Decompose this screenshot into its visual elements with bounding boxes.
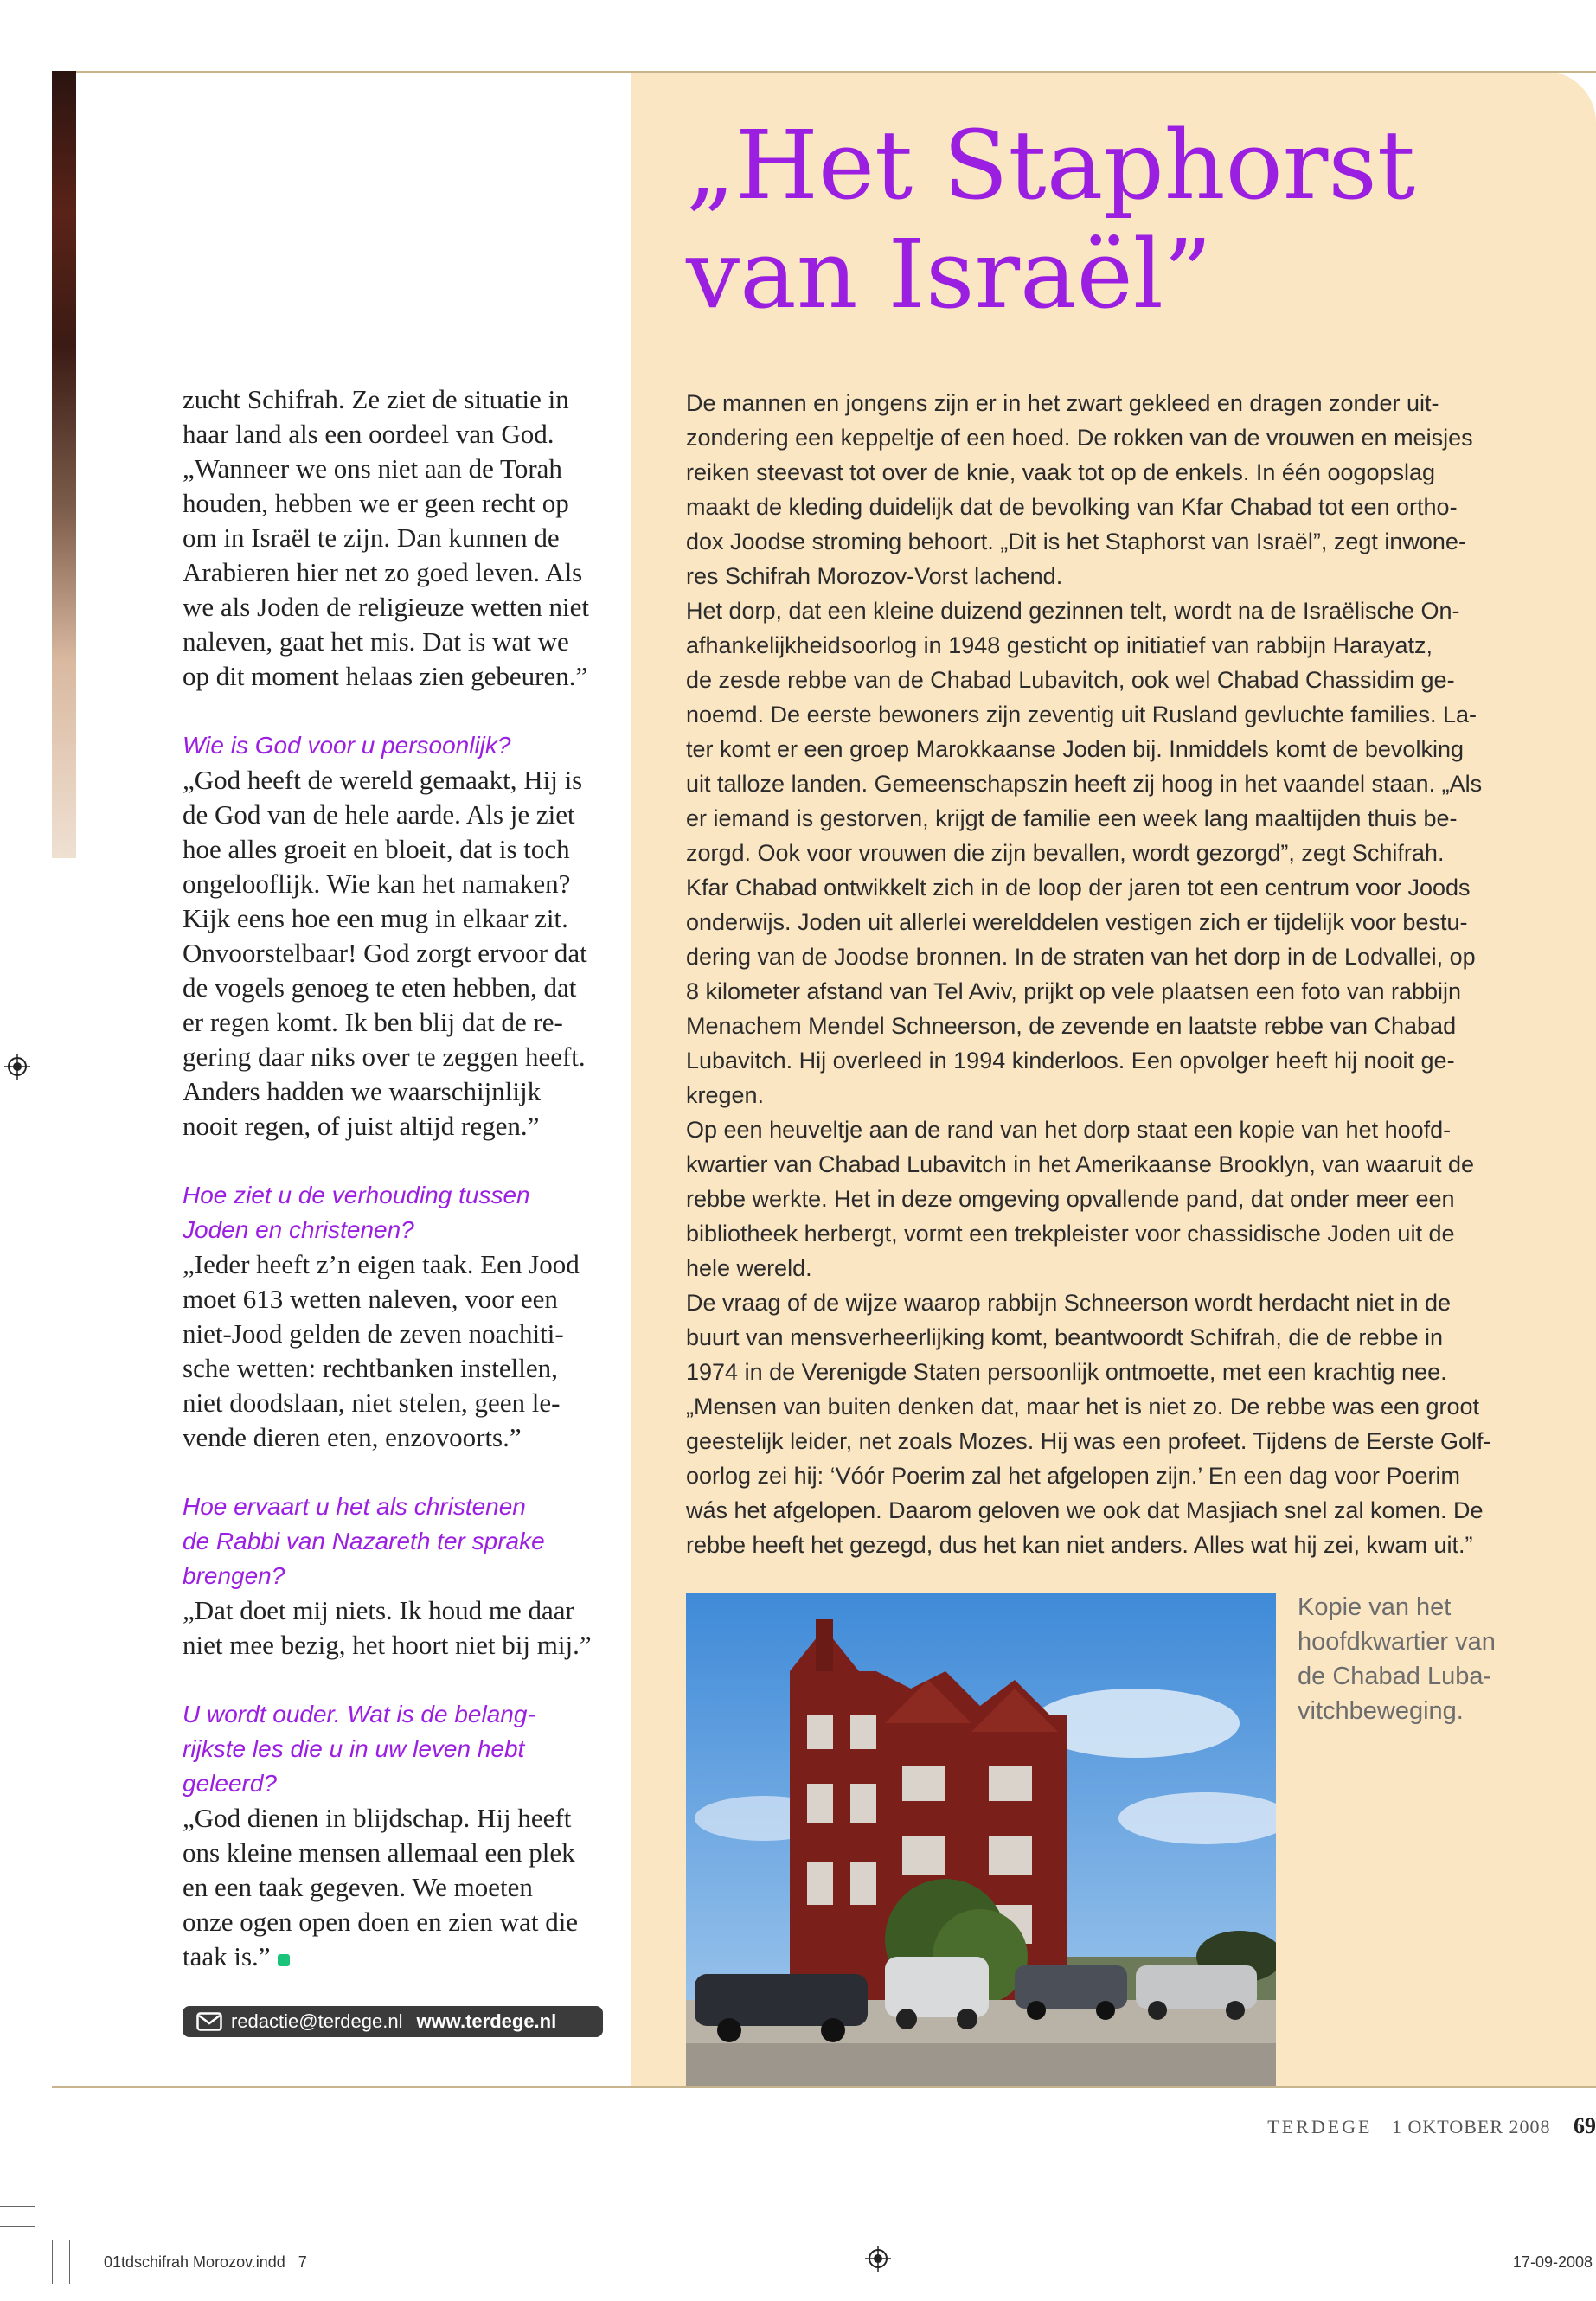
- text-line: hoe alles groeit en bloeit, dat is toch: [183, 834, 570, 864]
- top-rule: [76, 71, 1596, 73]
- text-line: „God heeft de wereld gemaakt, Hij is: [183, 765, 583, 795]
- text-line: Menachem Mendel Schneerson, de zevende en laatste rebbe van Chabad: [686, 1013, 1457, 1039]
- crop-mark: [0, 2206, 35, 2207]
- text-line: niet-Jood gelden de zeven noachiti-: [183, 1318, 564, 1349]
- interview-question: [183, 728, 615, 763]
- text-line: haar land als een oordeel van God.: [183, 419, 554, 449]
- text-line: maakt de kleding duidelijk dat de bevolking van Kfar Chabad tot een ortho-: [686, 494, 1458, 520]
- text-line: De mannen en jongens zijn er in het zwart gekleed en dragen zonder uit-: [686, 390, 1439, 416]
- text-line: wás het afgelopen. Daarom geloven we ook dat Masjiach snel zal komen. De: [686, 1497, 1484, 1523]
- interview-question: [183, 1490, 615, 1593]
- text-line: de zesde rebbe van de Chabad Lubavitch, ook wel Chabad Chassidim ge-: [686, 667, 1455, 693]
- text-line: kwartier van Chabad Lubavitch in het Amerikaanse Brooklyn, van waaruit de: [686, 1151, 1474, 1177]
- text-line: sche wetten: rechtbanken instellen,: [183, 1353, 558, 1383]
- text-line: „Ieder heeft z’n eigen taak. Een Jood: [183, 1249, 580, 1279]
- text-line: oorlog zei hij: ‘Vóór Poerim zal het afgelopen zijn.’ En een dag voor Poerim: [686, 1463, 1460, 1489]
- text-line: de vogels genoeg te eten hebben, dat: [183, 972, 577, 1003]
- caption-line: de Chabad Luba-: [1298, 1663, 1492, 1690]
- text-line: Hoe ziet u de verhouding tussen: [183, 1182, 530, 1208]
- text-line: Het dorp, dat een kleine duizend gezinnen telt, wordt na de Israëlische On-: [686, 598, 1460, 624]
- left-column: [183, 382, 615, 1974]
- text-line: dox Joodse stroming behoort. „Dit is het Staphorst van Israël”, zegt inwone-: [686, 529, 1466, 554]
- text-line: „Dat doet mij niets. Ik houd me daar: [183, 1595, 574, 1625]
- end-mark-icon: [278, 1954, 290, 1966]
- interview-answer: [183, 1247, 615, 1455]
- interview-answer: [183, 1593, 615, 1663]
- text-line: U wordt ouder. Wat is de belang-: [183, 1701, 535, 1727]
- interview-answer: [183, 763, 615, 1144]
- page-number: 69: [1574, 2113, 1596, 2138]
- crop-mark: [0, 2226, 35, 2227]
- text-line: Op een heuveltje aan de rand van het dorp staat een kopie van het hoofd-: [686, 1117, 1452, 1143]
- contact-website-link[interactable]: www.terdege.nl: [416, 2010, 557, 2032]
- interview-question: [183, 1697, 615, 1801]
- text-line: „God dienen in blijdschap. Hij heeft: [183, 1803, 572, 1833]
- text-line: reiken steevast tot over de knie, vaak tot op de enkels. In één oogopslag: [686, 459, 1436, 485]
- text-line: ongelooflijk. Wie kan het namaken?: [183, 868, 571, 899]
- photo-caption: [1298, 1590, 1557, 1728]
- crop-mark: [69, 2240, 70, 2284]
- interview-answer: [183, 382, 615, 694]
- text-line: „Mensen van buiten denken dat, maar het is niet zo. De rebbe was een groot: [686, 1394, 1480, 1420]
- text-line: Arabieren hier net zo goed leven. Als: [183, 557, 583, 587]
- text-line: taak is.”: [183, 1941, 271, 1971]
- text-line: brengen?: [183, 1562, 285, 1589]
- text-line: er regen komt. Ik ben blij dat de re-: [183, 1007, 563, 1037]
- mail-icon: [196, 2012, 222, 2031]
- text-line: Wie is God voor u persoonlijk?: [183, 732, 511, 759]
- right-column: [686, 386, 1551, 1562]
- caption-line: vitchbeweging.: [1298, 1697, 1464, 1725]
- text-line: buurt van mensverheerlijking komt, beantwoordt Schifrah, die de rebbe in: [686, 1324, 1443, 1350]
- article-title: [686, 111, 1551, 329]
- magazine-name: TERDEGE: [1267, 2116, 1373, 2138]
- text-line: onderwijs. Joden uit allerlei werelddelen vestigen zich er tijdelijk voor bestu-: [686, 909, 1468, 935]
- text-line: Hoe ervaart u het als christenen: [183, 1493, 526, 1520]
- text-line: naleven, gaat het mis. Dat is wat we: [183, 626, 569, 657]
- text-line: zorgd. Ook voor vrouwen die zijn bevallen, wordt gezorgd”, zegt Schifrah.: [686, 840, 1445, 866]
- text-line: Kfar Chabad ontwikkelt zich in de loop der jaren tot een centrum voor Joods: [686, 875, 1471, 901]
- text-line: Anders hadden we waarschijnlijk: [183, 1076, 542, 1106]
- text-line: Joden en christenen?: [183, 1216, 414, 1243]
- text-line: nooit regen, of juist altijd regen.”: [183, 1111, 540, 1141]
- text-line: niet doodslaan, niet stelen, geen le-: [183, 1388, 561, 1418]
- slug-filename: 01tdschifrah Morozov.indd 7: [104, 2253, 307, 2271]
- slug-date: 17-09-2008: [1512, 2253, 1593, 2271]
- text-line: zondering een keppeltje of een hoed. De rokken van de vrouwen en meisjes: [686, 425, 1473, 451]
- text-line: bibliotheek herbergt, vormt een trekpleister voor chassidische Joden uit de: [686, 1221, 1455, 1247]
- text-line: Onvoorstelbaar! God zorgt ervoor dat: [183, 938, 587, 968]
- text-line: moet 613 wetten naleven, voor een: [183, 1284, 558, 1314]
- text-line: kregen.: [686, 1082, 765, 1108]
- contact-bar: [183, 2006, 603, 2037]
- caption-line: Kopie van het: [1298, 1593, 1452, 1621]
- text-line: geestelijk leider, net zoals Mozes. Hij was een profeet. Tijdens de Eerste Golf-: [686, 1428, 1491, 1454]
- text-line: op dit moment helaas zien gebeuren.”: [183, 661, 588, 691]
- text-line: ons kleine mensen allemaal een plek: [183, 1837, 575, 1868]
- title-line-1: „Het Staphorst: [686, 110, 1416, 221]
- text-line: 1974 in de Verenigde Staten persoonlijk ontmoette, met een krachtig nee.: [686, 1359, 1447, 1385]
- text-line: geleerd?: [183, 1770, 277, 1797]
- text-line: vende dieren eten, enzovoorts.”: [183, 1422, 522, 1452]
- interview-question: [183, 1178, 615, 1247]
- text-line: we als Joden de religieuze wetten niet: [183, 592, 589, 622]
- right-body-text: [686, 386, 1551, 1562]
- interview-answer: [183, 1801, 615, 1974]
- text-line: 8 kilometer afstand van Tel Aviv, prijkt op vele plaatsen een foto van rabbijn: [686, 978, 1462, 1004]
- caption-line: hoofdkwartier van: [1298, 1628, 1496, 1656]
- text-line: noemd. De eerste bewoners zijn zeventig uit Rusland gevluchte families. La-: [686, 702, 1477, 727]
- text-line: er iemand is gestorven, krijgt de familie een week lang maaltijden thuis be-: [686, 805, 1458, 831]
- text-line: hele wereld.: [686, 1255, 812, 1281]
- registration-mark-icon: [865, 2246, 891, 2272]
- text-line: zucht Schifrah. Ze ziet de situatie in: [183, 384, 569, 414]
- text-line: rebbe heeft het gezegd, dus het kan niet anders. Alles wat hij zei, kwam uit.”: [686, 1532, 1473, 1558]
- crop-mark: [52, 2240, 53, 2284]
- text-line: rijkste les die u in uw leven hebt: [183, 1735, 525, 1762]
- title-line-2: van Israël”: [686, 219, 1213, 330]
- text-line: rebbe werkte. Het in deze omgeving opvallende pand, dat onder meer een: [686, 1186, 1455, 1212]
- text-line: gering daar niks over te zeggen heeft.: [183, 1042, 586, 1072]
- text-line: houden, hebben we er geen recht op: [183, 488, 569, 518]
- text-line: dering van de Joodse bronnen. In de straten van het dorp in de Lodvallei, op: [686, 944, 1476, 970]
- registration-mark-icon: [4, 1054, 30, 1080]
- text-line: de Rabbi van Nazareth ter sprake: [183, 1528, 545, 1554]
- text-line: De vraag of de wijze waarop rabbijn Schneerson wordt herdacht niet in de: [686, 1290, 1452, 1316]
- bottom-rule: [52, 2086, 1596, 2088]
- text-line: res Schifrah Morozov-Vorst lachend.: [686, 563, 1063, 589]
- text-line: de God van de hele aarde. Als je ziet: [183, 799, 575, 830]
- text-line: om in Israël te zijn. Dan kunnen de: [183, 522, 560, 553]
- photo-strip: [52, 71, 76, 858]
- issue-date: 1 OKTOBER 2008: [1392, 2116, 1551, 2138]
- building-photo: [686, 1593, 1276, 2086]
- text-line: niet mee bezig, het hoort niet bij mij.”: [183, 1630, 592, 1660]
- page-footer: [1267, 2113, 1596, 2139]
- text-line: „Wanneer we ons niet aan de Torah: [183, 453, 562, 484]
- contact-email-link[interactable]: redactie@terdege.nl: [231, 2010, 403, 2032]
- text-line: Lubavitch. Hij overleed in 1994 kinderloos. Een opvolger heeft hij nooit ge-: [686, 1048, 1455, 1074]
- text-line: afhankelijkheidsoorlog in 1948 gesticht op initiatief van rabbijn Harayatz,: [686, 632, 1433, 658]
- text-line: uit talloze landen. Gemeenschapszin heeft zij hoog in het vaandel staan. „Als: [686, 771, 1483, 797]
- text-line: onze ogen open doen en zien wat die: [183, 1907, 579, 1937]
- text-line: en een taak gegeven. We moeten: [183, 1872, 533, 1902]
- text-line: Kijk eens hoe een mug in elkaar zit.: [183, 903, 568, 933]
- text-line: ter komt er een groep Marokkaanse Joden bij. Inmiddels komt de bevolking: [686, 736, 1464, 762]
